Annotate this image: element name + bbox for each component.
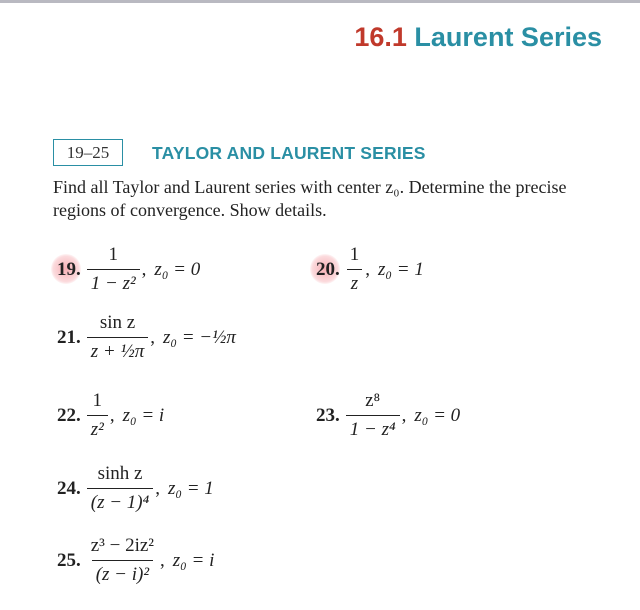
problem-22: [57, 390, 164, 441]
center-condition: z₀ = 0: [414, 404, 461, 426]
center-condition: z₀ = i: [122, 404, 165, 426]
denominator: z + ½π: [87, 337, 148, 363]
comma: ,: [150, 327, 155, 348]
fraction: [87, 535, 158, 586]
fraction: [87, 244, 140, 295]
problem-number: 25.: [57, 549, 81, 571]
fraction: [87, 463, 153, 514]
numerator: z⁸: [365, 390, 381, 411]
problem-25: [57, 535, 214, 586]
fraction: [346, 244, 364, 295]
comma: ,: [365, 259, 370, 280]
comma: ,: [141, 259, 147, 280]
denominator: z²: [87, 415, 108, 441]
fraction: [87, 390, 108, 441]
section-number: 16.1: [354, 22, 407, 52]
denominator: z: [347, 269, 362, 295]
problem-24: [57, 463, 214, 514]
problem-set-title: TAYLOR AND LAURENT SERIES: [152, 143, 426, 163]
problem-number: 20.: [316, 258, 340, 280]
problem-range-box: 19–25: [53, 139, 123, 166]
fraction: [87, 312, 148, 363]
problem-23: [316, 390, 460, 441]
top-border: [0, 0, 640, 3]
numerator: z³ − 2iz²: [90, 535, 155, 556]
problem-number: 23.: [316, 404, 340, 426]
problem-number: 21.: [57, 326, 81, 348]
center-condition: z₀ = i: [172, 549, 215, 571]
numerator: sinh z: [97, 463, 143, 484]
problem-20: [316, 244, 424, 295]
comma: ,: [160, 550, 165, 571]
problem-number: 22.: [57, 404, 81, 426]
numerator: 1: [92, 390, 103, 411]
page-header: [354, 22, 602, 53]
center-condition: z₀ = 1: [167, 477, 214, 499]
denominator: (z − 1)⁴: [87, 488, 153, 514]
denominator: (z − i)²: [92, 560, 153, 586]
denominator: 1 − z²: [87, 269, 140, 295]
numerator: 1: [108, 244, 118, 265]
comma: ,: [155, 478, 160, 499]
denominator: 1 − z⁴: [346, 415, 400, 441]
comma: ,: [109, 405, 115, 426]
comma: ,: [401, 405, 407, 426]
numerator: 1: [349, 244, 360, 265]
problem-19: [57, 244, 200, 295]
center-condition: z₀ = 1: [378, 258, 424, 280]
numerator: sin z: [99, 312, 136, 333]
problem-number: 19.: [57, 258, 81, 280]
section-heading: Laurent Series: [414, 22, 602, 52]
instructions: Find all Taylor and Laurent series with center z₀. Determine the precise regions of convergence. Show details.: [53, 177, 567, 220]
center-condition: z₀ = −½π: [162, 326, 236, 348]
problem-21: [57, 312, 236, 363]
problem-number: 24.: [57, 477, 81, 499]
fraction: [346, 390, 400, 441]
center-condition: z₀ = 0: [154, 258, 201, 280]
